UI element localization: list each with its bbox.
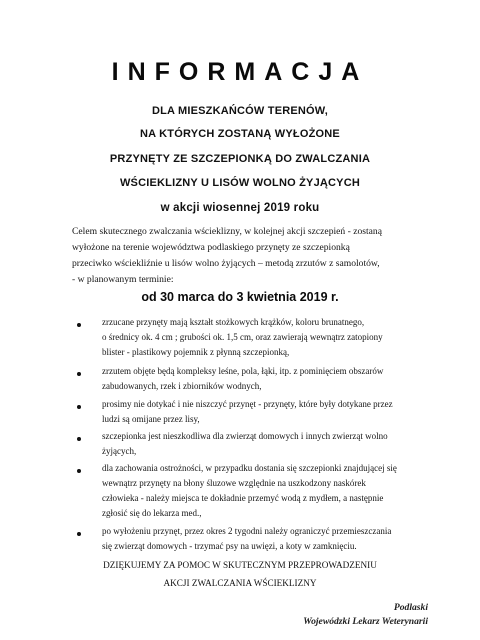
bullet-text-line: zrzutem objęte będą kompleksy leśne, pola, łąki, itp. z pominięciem obszarów <box>102 366 384 376</box>
campaign-dates: od 30 marca do 3 kwietnia 2019 r. <box>141 290 339 304</box>
bullet-text-line: po wyłożeniu przynęt, przez okres 2 tygodni należy ograniczyć przemieszczania <box>102 526 392 536</box>
bullet-text-line: człowieka - należy miejsca te dokładnie przemyć wodą z mydłem, a następnie <box>102 493 384 503</box>
headline-line: WŚCIEKLIZNY U LISÓW WOLNO ŻYJĄCYCH <box>119 177 361 189</box>
thanks-line: DZIĘKUJEMY ZA POMOC W SKUTECZNYM PRZEPROWADZENIU <box>103 560 377 570</box>
headline-line: DLA MIESZKAŃCÓW TERENÓW, <box>151 105 329 117</box>
bullet-marker <box>77 469 81 473</box>
bullet-text-line: szczepionka jest nieszkodliwa dla zwierząt domowych i innych zwierząt wolno <box>102 431 388 441</box>
headline-line: NA KTÓRYCH ZOSTANĄ WYŁOŻONE <box>140 128 340 140</box>
bullet-marker <box>77 532 81 536</box>
intro-line: przeciwko wściekliźnie u lisów wolno żyjących – metodą zrzutów z samolotów, <box>72 258 380 269</box>
bullet-marker <box>77 437 81 441</box>
signature-line: Podlaski <box>393 602 428 613</box>
bullet-marker <box>77 323 81 327</box>
bullet-text-line: zrzucane przynęty mają kształt stożkowych krążków, koloru brunatnego, <box>102 317 365 327</box>
document-title: INFORMACJA <box>111 58 369 86</box>
intro-line: wyłożone na terenie województwa podlaskiego przynęty ze szczepionką <box>72 242 350 253</box>
bullet-marker <box>77 372 81 376</box>
intro-line: Celem skutecznego zwalczania wścieklizny, w kolejnej akcji szczepień - zostaną <box>72 226 382 237</box>
bullet-text-line: o średnicy ok. 4 cm ; grubości ok. 1,5 cm, oraz zawierają wewnątrz zatopiony <box>102 332 383 342</box>
bullet-text-line: ludzi są omijane przez lisy, <box>102 414 200 424</box>
campaign-label: w akcji wiosennej 2019 roku <box>160 202 320 214</box>
intro-line: - w planowanym terminie: <box>72 274 174 285</box>
thanks-line: AKCJI ZWALCZANIA WŚCIEKLIZNY <box>163 578 317 588</box>
headline-line: PRZYNĘTY ZE SZCZEPIONKĄ DO ZWALCZANIA <box>109 153 371 165</box>
bullet-text-line: zgłosić się do lekarza med., <box>102 508 202 518</box>
bullet-text-line: żyjących, <box>102 446 137 456</box>
bullet-text-line: wewnątrz przynęty na błony śluzowe względnie na uszkodzony naskórek <box>102 478 366 488</box>
signature-line: Wojewódzki Lekarz Weterynarii <box>303 616 428 627</box>
bullet-text-line: się zwierząt domowych - trzymać psy na uwięzi, a koty w zamknięciu. <box>102 541 357 551</box>
bullet-text-line: blister - plastikowy pojemnik z płynną szczepionką, <box>102 347 290 357</box>
bullet-text-line: prosimy nie dotykać i nie niszczyć przynęt - przynęty, które były dotykane przez <box>102 399 393 409</box>
bullet-text-line: dla zachowania ostrożności, w przypadku dostania się szczepionki znajdującej się <box>102 463 397 473</box>
bullet-marker <box>77 405 81 409</box>
bullet-text-line: zabudowanych, rzek i zbiorników wodnych, <box>102 381 262 391</box>
